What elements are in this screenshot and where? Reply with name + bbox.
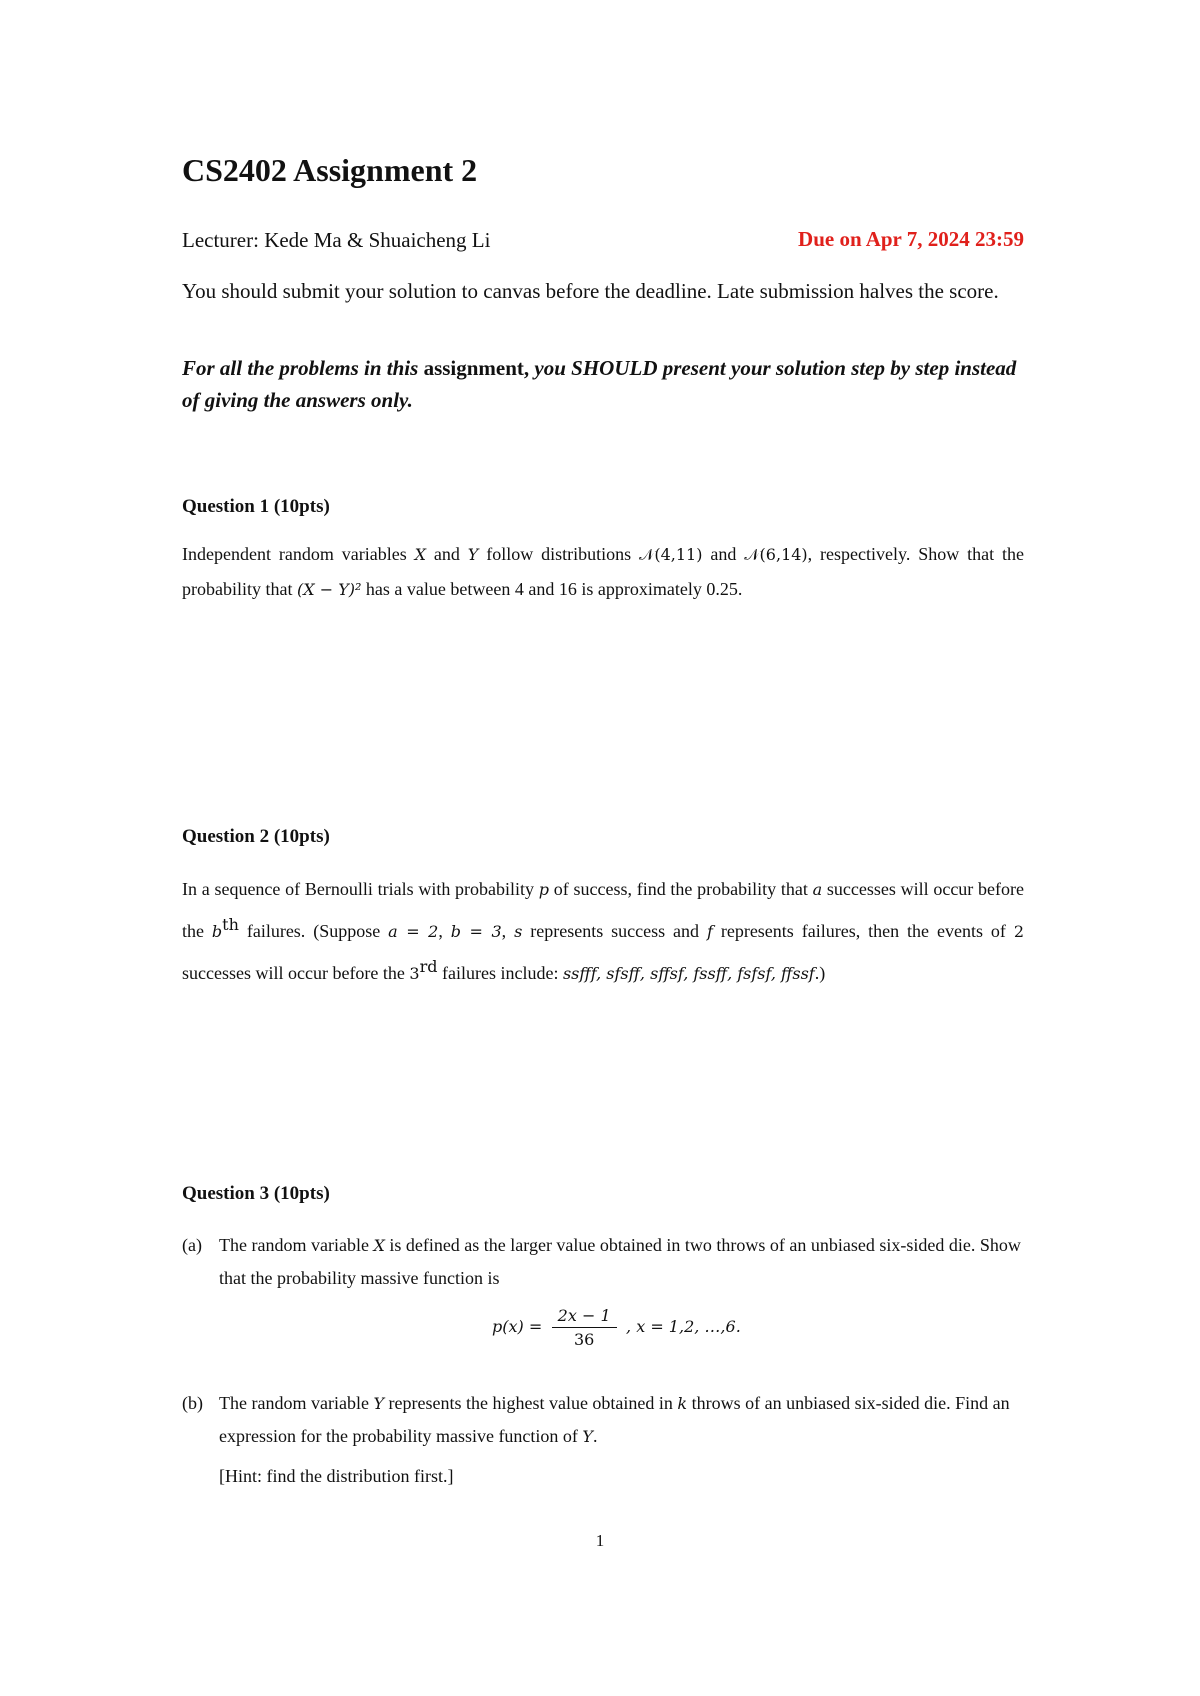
submission-instructions: You should submit your solution to canvas before the deadline. Late submission halves the score. [182, 279, 999, 303]
page-number: 1 [595, 1531, 605, 1550]
q2-text: represents failures, then the events of [712, 921, 1014, 941]
var-s: s [514, 922, 523, 941]
var-a: a [812, 880, 823, 899]
expression-x-minus-y-squared: (X − Y)² [296, 580, 362, 599]
var-k: k [677, 1394, 688, 1413]
question-2-text [182, 872, 1024, 991]
q1-text: has a value between 4 and 16 is approximately 0.25. [361, 579, 743, 599]
q2-text: successes will occur before the [182, 963, 410, 983]
question-3b [182, 1387, 1024, 1453]
distribution-1: 𝒩(4,11) [639, 545, 703, 564]
number-2: 2 [1013, 922, 1025, 941]
q2-text: failures. (Suppose [238, 921, 389, 941]
q2-text: , [501, 921, 515, 941]
q1-text: follow distributions [478, 544, 640, 564]
question-1-heading: Question 1 (10pts) [182, 496, 330, 517]
var-x: X [414, 545, 426, 564]
q3b-text: represents the highest value obtained in [384, 1393, 678, 1413]
superscript-th: th [222, 915, 239, 934]
pmf-formula [492, 1306, 741, 1366]
q3b-text: throws of an unbiased six-sided die. Find an expression for the probability massive function of [219, 1393, 1010, 1446]
question-2-heading: Question 2 (10pts) [182, 826, 330, 847]
question-3-heading: Question 3 (10pts) [182, 1183, 330, 1204]
q1-text: , respectively. Show that the probability that [182, 544, 1025, 599]
event-list: ssfff, sfsff, sffsf, fssff, fsfsf, ffssf [562, 964, 815, 983]
question-1-text [182, 537, 1024, 607]
q1-text: and [702, 544, 745, 564]
question-3b-text [219, 1387, 1024, 1453]
var-y: Y [373, 1394, 384, 1413]
number-3: 3 [409, 964, 420, 983]
var-x: X [373, 1236, 385, 1255]
q3b-text: The random variable [219, 1393, 374, 1413]
b-equals: b = 3 [450, 922, 502, 941]
q2-text: .) [814, 963, 826, 983]
formula-fraction [552, 1306, 617, 1349]
question-3a [182, 1229, 1024, 1294]
distribution-2: 𝒩(6,14) [744, 545, 808, 564]
note-part-2: assignment, [423, 356, 530, 380]
note-part-1: For all the problems in this [182, 356, 424, 380]
superscript-rd: rd [419, 957, 438, 976]
fraction-numerator: 2x − 1 [552, 1306, 617, 1328]
q1-text: and [425, 544, 468, 564]
presentation-note [182, 352, 1024, 416]
var-p: p [538, 880, 550, 899]
q3b-text: . [592, 1426, 598, 1446]
formula-domain: , x = 1,2, …,6. [626, 1317, 741, 1336]
q2-text: In a sequence of Bernoulli trials with probability [182, 879, 539, 899]
q2-text: of success, find the probability that [549, 879, 813, 899]
fraction-denominator: 36 [573, 1330, 595, 1349]
var-b: b [211, 922, 223, 941]
item-label-b: (b) [182, 1393, 203, 1413]
q2-text: represents success and [522, 921, 707, 941]
q2-text: successes will occur before the [182, 879, 1025, 941]
var-f: f [706, 922, 713, 941]
document-title: CS2402 Assignment 2 [182, 152, 478, 188]
a-equals: a = 2 [388, 922, 439, 941]
var-y: Y [467, 545, 479, 564]
q2-text: , [438, 921, 451, 941]
q1-text: Independent random variables [182, 544, 415, 564]
var-y: Y [582, 1427, 593, 1446]
lecturer-line: Lecturer: Kede Ma & Shuaicheng Li [182, 228, 491, 252]
item-label-a: (a) [182, 1235, 202, 1255]
note-part-3: you SHOULD present your solution step by step instead of giving the answers only. [182, 356, 1017, 412]
hint-text: [Hint: find the distribution first.] [219, 1466, 454, 1486]
q3a-text: is defined as the larger value obtained in two throws of an unbiased six-sided die. Show that the probability massive function is [219, 1235, 1021, 1288]
formula-lhs: p(x) = [492, 1317, 543, 1336]
q2-text: failures include: [437, 963, 563, 983]
question-3a-text [219, 1229, 1024, 1294]
q3a-text: The random variable [219, 1235, 374, 1255]
due-date: Due on Apr 7, 2024 23:59 [798, 227, 1024, 251]
